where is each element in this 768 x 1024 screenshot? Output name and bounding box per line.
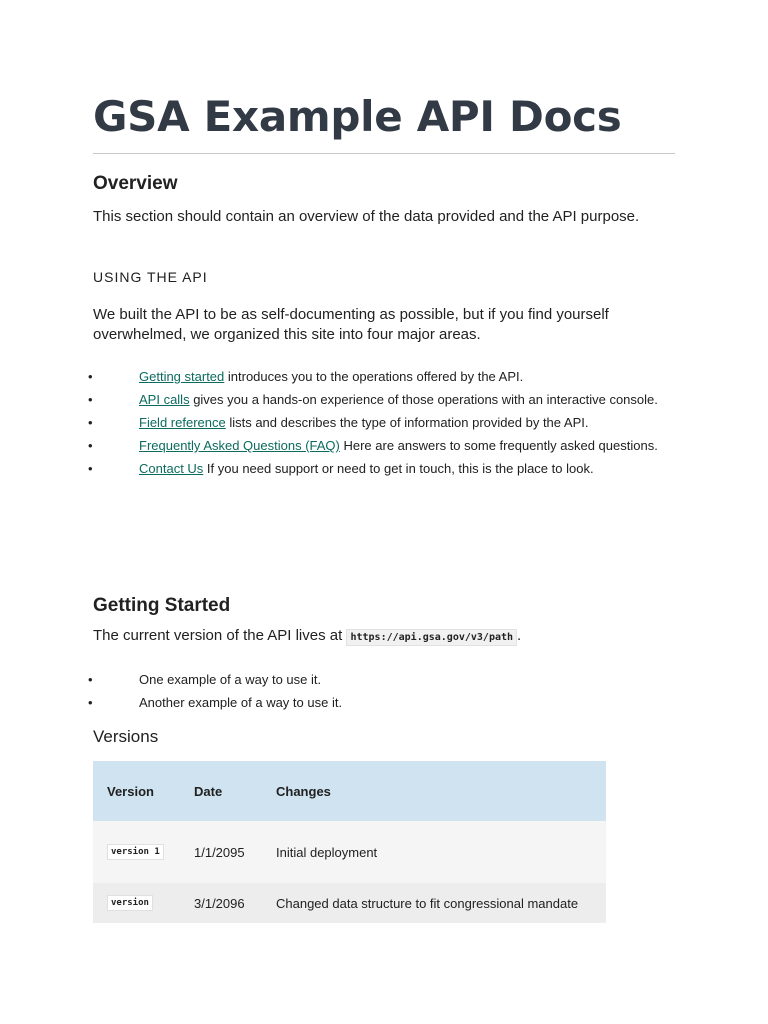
list-item-text: gives you a hands-on experience of those operations with an interactive console. xyxy=(189,392,658,407)
bullet-icon: • xyxy=(88,415,93,430)
list-item xyxy=(88,388,675,411)
list-item-text: lists and describes the type of information provided by the API. xyxy=(225,415,589,430)
overview-text: This section should contain an overview of the data provided and the API purpose. xyxy=(93,208,640,225)
list-item xyxy=(88,434,675,457)
list-item xyxy=(88,365,675,388)
list-item xyxy=(88,457,675,480)
version-code: version 1 xyxy=(107,844,164,860)
bullet-icon: • xyxy=(88,438,93,453)
list-item-text: Here are answers to some frequently asked questions. xyxy=(339,438,658,453)
bullet-icon: • xyxy=(88,369,93,384)
list-item xyxy=(88,691,675,714)
column-header-version: Version xyxy=(93,761,180,821)
date-cell: 3/1/2096 xyxy=(180,883,262,923)
link-getting-started[interactable]: Getting started xyxy=(139,369,225,384)
getting-started-text-before: The current version of the API lives at xyxy=(93,627,347,644)
page-title: GSA Example API Docs xyxy=(93,92,622,141)
overview-heading: Overview xyxy=(93,173,178,194)
versions-heading: Versions xyxy=(93,727,159,746)
version-cell xyxy=(93,821,180,883)
table-row xyxy=(93,821,606,883)
link-api-calls[interactable]: API calls xyxy=(139,392,190,407)
examples-list xyxy=(88,668,675,714)
versions-table xyxy=(93,761,606,923)
column-header-date: Date xyxy=(180,761,262,821)
getting-started-text-after: . xyxy=(517,627,522,644)
column-header-changes: Changes xyxy=(262,761,606,821)
link-field-reference[interactable]: Field reference xyxy=(139,415,226,430)
title-divider xyxy=(93,153,675,154)
changes-cell: Initial deployment xyxy=(262,821,606,883)
bullet-icon: • xyxy=(88,461,93,476)
bullet-icon: • xyxy=(88,392,93,407)
list-item xyxy=(88,668,675,691)
list-item-text: If you need support or need to get in touch, this is the place to look. xyxy=(203,461,594,476)
using-api-label: USING THE API xyxy=(93,269,208,285)
date-cell: 1/1/2095 xyxy=(180,821,262,883)
example-text: Another example of a way to use it. xyxy=(139,695,343,710)
table-row xyxy=(93,883,606,923)
list-item xyxy=(88,411,675,434)
bullet-icon: • xyxy=(88,695,93,710)
table-header-row xyxy=(93,761,606,821)
getting-started-text xyxy=(93,626,521,648)
getting-started-heading: Getting Started xyxy=(93,595,231,616)
changes-cell: Changed data structure to fit congressional mandate xyxy=(262,883,606,923)
areas-list xyxy=(88,365,675,480)
version-code: version xyxy=(107,895,153,911)
link-faq[interactable]: Frequently Asked Questions (FAQ) xyxy=(139,438,340,453)
list-item-text: introduces you to the operations offered by the API. xyxy=(224,369,524,384)
version-cell xyxy=(93,883,180,923)
example-text: One example of a way to use it. xyxy=(139,672,322,687)
bullet-icon: • xyxy=(88,672,93,687)
link-contact-us[interactable]: Contact Us xyxy=(139,461,204,476)
api-url-code: https://api.gsa.gov/v3/path xyxy=(346,629,517,646)
using-api-intro: We built the API to be as self-documenting as possible, but if you find yourself overwhelmed, we organized this site into four major areas. xyxy=(93,306,609,343)
